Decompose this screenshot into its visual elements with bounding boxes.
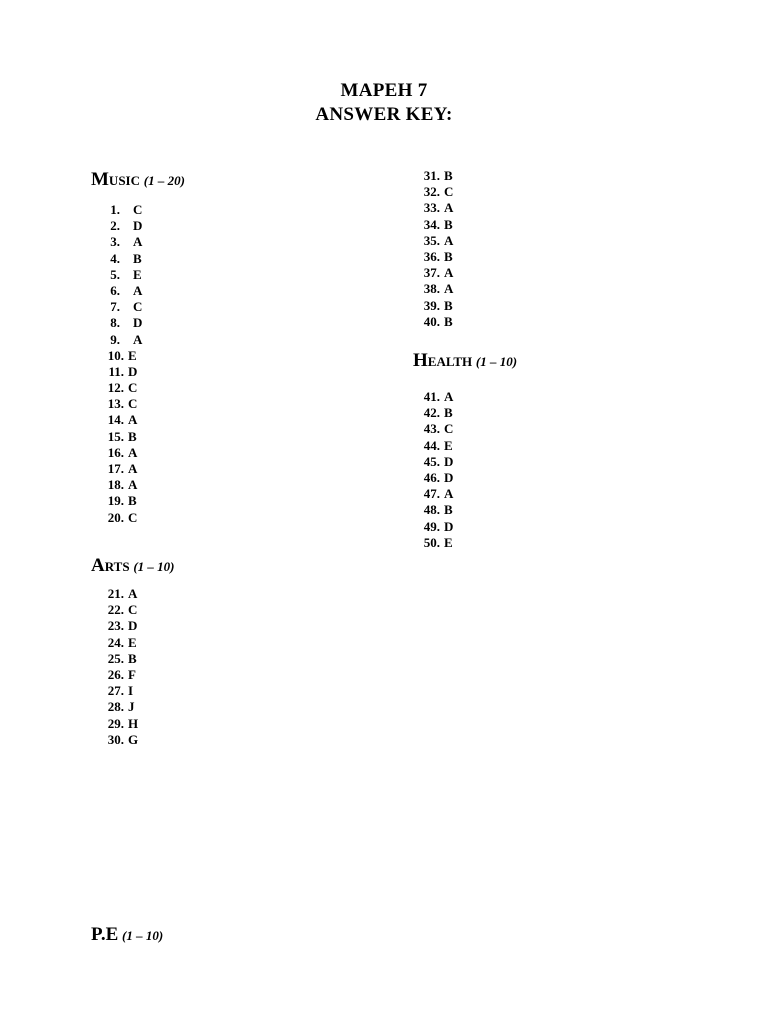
answer-letter: C — [128, 380, 138, 396]
answer-number: 4. — [110, 250, 120, 266]
answer-number: 17. — [107, 461, 124, 476]
answer-number: 8. — [110, 315, 120, 331]
answer-item — [100, 618, 138, 634]
answer-number: 2. — [110, 218, 120, 234]
answer-item — [100, 348, 142, 364]
answer-letter: B — [444, 502, 453, 518]
answer-item — [100, 732, 138, 748]
answer-item — [416, 535, 453, 551]
answer-letter: C — [128, 509, 138, 525]
answer-number: 1. — [110, 202, 120, 217]
answer-number: 48. — [423, 502, 440, 518]
answer-number: 19. — [107, 493, 124, 509]
answer-item — [100, 445, 142, 461]
answer-number: 31. — [423, 168, 440, 183]
answer-number: 49. — [423, 518, 440, 534]
answer-letter: B — [444, 216, 453, 232]
answer-number: 20. — [107, 509, 124, 525]
answer-item — [100, 412, 142, 428]
answer-letter: B — [444, 313, 453, 329]
answer-item — [416, 314, 453, 330]
answer-letter: C — [133, 202, 143, 217]
answer-number: 9. — [110, 331, 120, 347]
answer-letter: A — [444, 232, 454, 248]
answer-number: 30. — [107, 731, 124, 747]
answer-letter: A — [444, 265, 454, 281]
answer-number: 22. — [107, 602, 124, 618]
answer-letter: B — [133, 250, 142, 266]
answer-letter: A — [444, 281, 454, 297]
answer-letter: E — [128, 347, 137, 363]
answer-number: 43. — [423, 421, 440, 437]
answer-letter: D — [444, 453, 454, 469]
music-answer-list — [100, 202, 142, 526]
answer-item — [416, 421, 453, 437]
answer-letter: D — [128, 618, 138, 634]
answer-letter: A — [128, 477, 138, 493]
pe-heading-label: P.E — [91, 924, 119, 945]
answer-item — [416, 265, 453, 281]
answer-number: 33. — [423, 200, 440, 216]
answer-number: 7. — [110, 299, 120, 315]
answer-number: 16. — [107, 444, 124, 460]
answer-letter: A — [128, 444, 138, 460]
answer-item — [416, 405, 453, 421]
answer-number: 39. — [423, 297, 440, 313]
answer-item — [416, 389, 453, 405]
document-title: MAPEH 7 — [340, 80, 428, 101]
answer-item — [100, 396, 142, 412]
answer-item — [416, 200, 453, 216]
answer-letter: A — [444, 486, 454, 502]
answer-number: 10. — [107, 347, 124, 363]
answer-letter: D — [444, 518, 454, 534]
answer-item — [100, 683, 138, 699]
answer-number: 25. — [107, 650, 124, 666]
answer-item — [416, 168, 453, 184]
answer-item — [100, 429, 142, 445]
answer-item — [416, 519, 453, 535]
answer-item — [100, 716, 138, 732]
answer-letter: B — [128, 650, 137, 666]
answer-item — [100, 299, 142, 315]
answer-letter: I — [128, 683, 134, 699]
pe-heading — [91, 925, 163, 946]
document-subtitle: ANSWER KEY: — [315, 104, 453, 125]
answer-number: 18. — [107, 477, 124, 493]
answer-letter: E — [133, 266, 142, 282]
answer-number: 40. — [423, 313, 440, 329]
answer-letter: A — [133, 234, 143, 250]
answer-number: 14. — [107, 412, 124, 428]
answer-letter: C — [133, 299, 143, 315]
answer-item — [416, 249, 453, 265]
answer-number: 5. — [110, 266, 120, 282]
health-answer-list — [416, 389, 453, 551]
answer-letter: C — [444, 184, 454, 200]
answer-item — [100, 510, 142, 526]
music-heading-label: Music — [91, 169, 140, 190]
answer-item — [416, 470, 453, 486]
answer-letter: D — [128, 363, 138, 379]
answer-number: 15. — [107, 428, 124, 444]
answer-letter: B — [128, 493, 137, 509]
health-heading-range: (1 – 10) — [475, 354, 518, 369]
answer-item — [416, 486, 453, 502]
answer-letter: B — [128, 428, 137, 444]
answer-letter: A — [128, 412, 138, 428]
answer-number: 50. — [423, 534, 440, 550]
answer-letter: A — [133, 331, 143, 347]
answer-number: 6. — [110, 282, 120, 298]
answer-number: 28. — [107, 699, 124, 715]
answer-item — [100, 251, 142, 267]
answer-number: 32. — [423, 184, 440, 200]
answer-letter: D — [133, 218, 143, 234]
answer-number: 27. — [107, 683, 124, 699]
arts-heading-range: (1 – 10) — [133, 559, 175, 574]
answer-number: 26. — [107, 666, 124, 682]
answer-item — [100, 699, 138, 715]
answer-number: 41. — [423, 389, 440, 404]
health-heading-label: Health — [413, 350, 473, 371]
answer-item — [100, 315, 142, 331]
answer-number: 21. — [107, 586, 124, 601]
answer-letter: F — [128, 666, 136, 682]
music-heading-range: (1 – 20) — [143, 173, 185, 188]
answer-item — [100, 461, 142, 477]
arts-heading — [91, 556, 174, 577]
answer-number: 36. — [423, 248, 440, 264]
answer-letter: E — [444, 534, 453, 550]
answer-item — [416, 298, 453, 314]
answer-number: 23. — [107, 618, 124, 634]
answer-number: 35. — [423, 232, 440, 248]
answer-item — [100, 602, 138, 618]
answer-item — [100, 283, 142, 299]
answer-letter: A — [128, 461, 138, 476]
answer-letter: E — [128, 634, 137, 650]
answer-item — [416, 502, 453, 518]
answer-item — [100, 332, 142, 348]
answer-item — [416, 184, 453, 200]
answer-letter: D — [444, 469, 454, 485]
answer-number: 34. — [423, 216, 440, 232]
answer-number: 3. — [110, 234, 120, 250]
answer-letter: C — [444, 421, 454, 437]
answer-letter: B — [444, 248, 453, 264]
answer-letter: B — [444, 405, 453, 421]
pe-heading-range: (1 – 10) — [122, 928, 164, 943]
answer-number: 44. — [423, 437, 440, 453]
answer-number: 24. — [107, 634, 124, 650]
answer-item — [100, 635, 138, 651]
answer-number: 29. — [107, 715, 124, 731]
answer-number: 11. — [108, 363, 124, 379]
answer-number: 46. — [423, 469, 440, 485]
arts-answer-list — [100, 586, 138, 748]
answer-item — [100, 218, 142, 234]
answer-item — [100, 586, 138, 602]
answer-item — [100, 267, 142, 283]
answer-item — [100, 380, 142, 396]
answer-number: 47. — [423, 486, 440, 502]
answer-number: 37. — [423, 265, 440, 281]
answer-number: 42. — [423, 405, 440, 421]
health-heading — [413, 351, 517, 372]
answer-number: 45. — [423, 453, 440, 469]
answer-item — [100, 651, 138, 667]
music-heading — [91, 170, 185, 191]
answer-letter: B — [444, 297, 453, 313]
answer-number: 38. — [423, 281, 440, 297]
arts-heading-label: Arts — [91, 555, 130, 576]
answer-item — [416, 454, 453, 470]
answer-item — [416, 233, 453, 249]
answer-item — [100, 477, 142, 493]
answer-letter: A — [444, 389, 454, 404]
answer-letter: C — [128, 396, 138, 412]
answer-item — [100, 202, 142, 218]
answer-item — [416, 217, 453, 233]
answer-letter: J — [128, 699, 135, 715]
answer-letter: E — [444, 437, 453, 453]
answer-item — [100, 493, 142, 509]
answer-letter: G — [128, 731, 139, 747]
answer-letter: B — [444, 168, 453, 183]
answer-item — [416, 438, 453, 454]
answer-letter: C — [128, 602, 138, 618]
answer-letter: A — [444, 200, 454, 216]
answer-letter: H — [128, 715, 139, 731]
answer-letter: D — [133, 315, 143, 331]
answer-item — [100, 364, 142, 380]
answer-item — [416, 281, 453, 297]
answer-item — [100, 667, 138, 683]
answer-letter: A — [128, 586, 138, 601]
answer-letter: A — [133, 282, 143, 298]
answer-item — [100, 234, 142, 250]
answer-number: 13. — [107, 396, 124, 412]
continued-answer-list — [416, 168, 453, 330]
answer-number: 12. — [107, 380, 124, 396]
